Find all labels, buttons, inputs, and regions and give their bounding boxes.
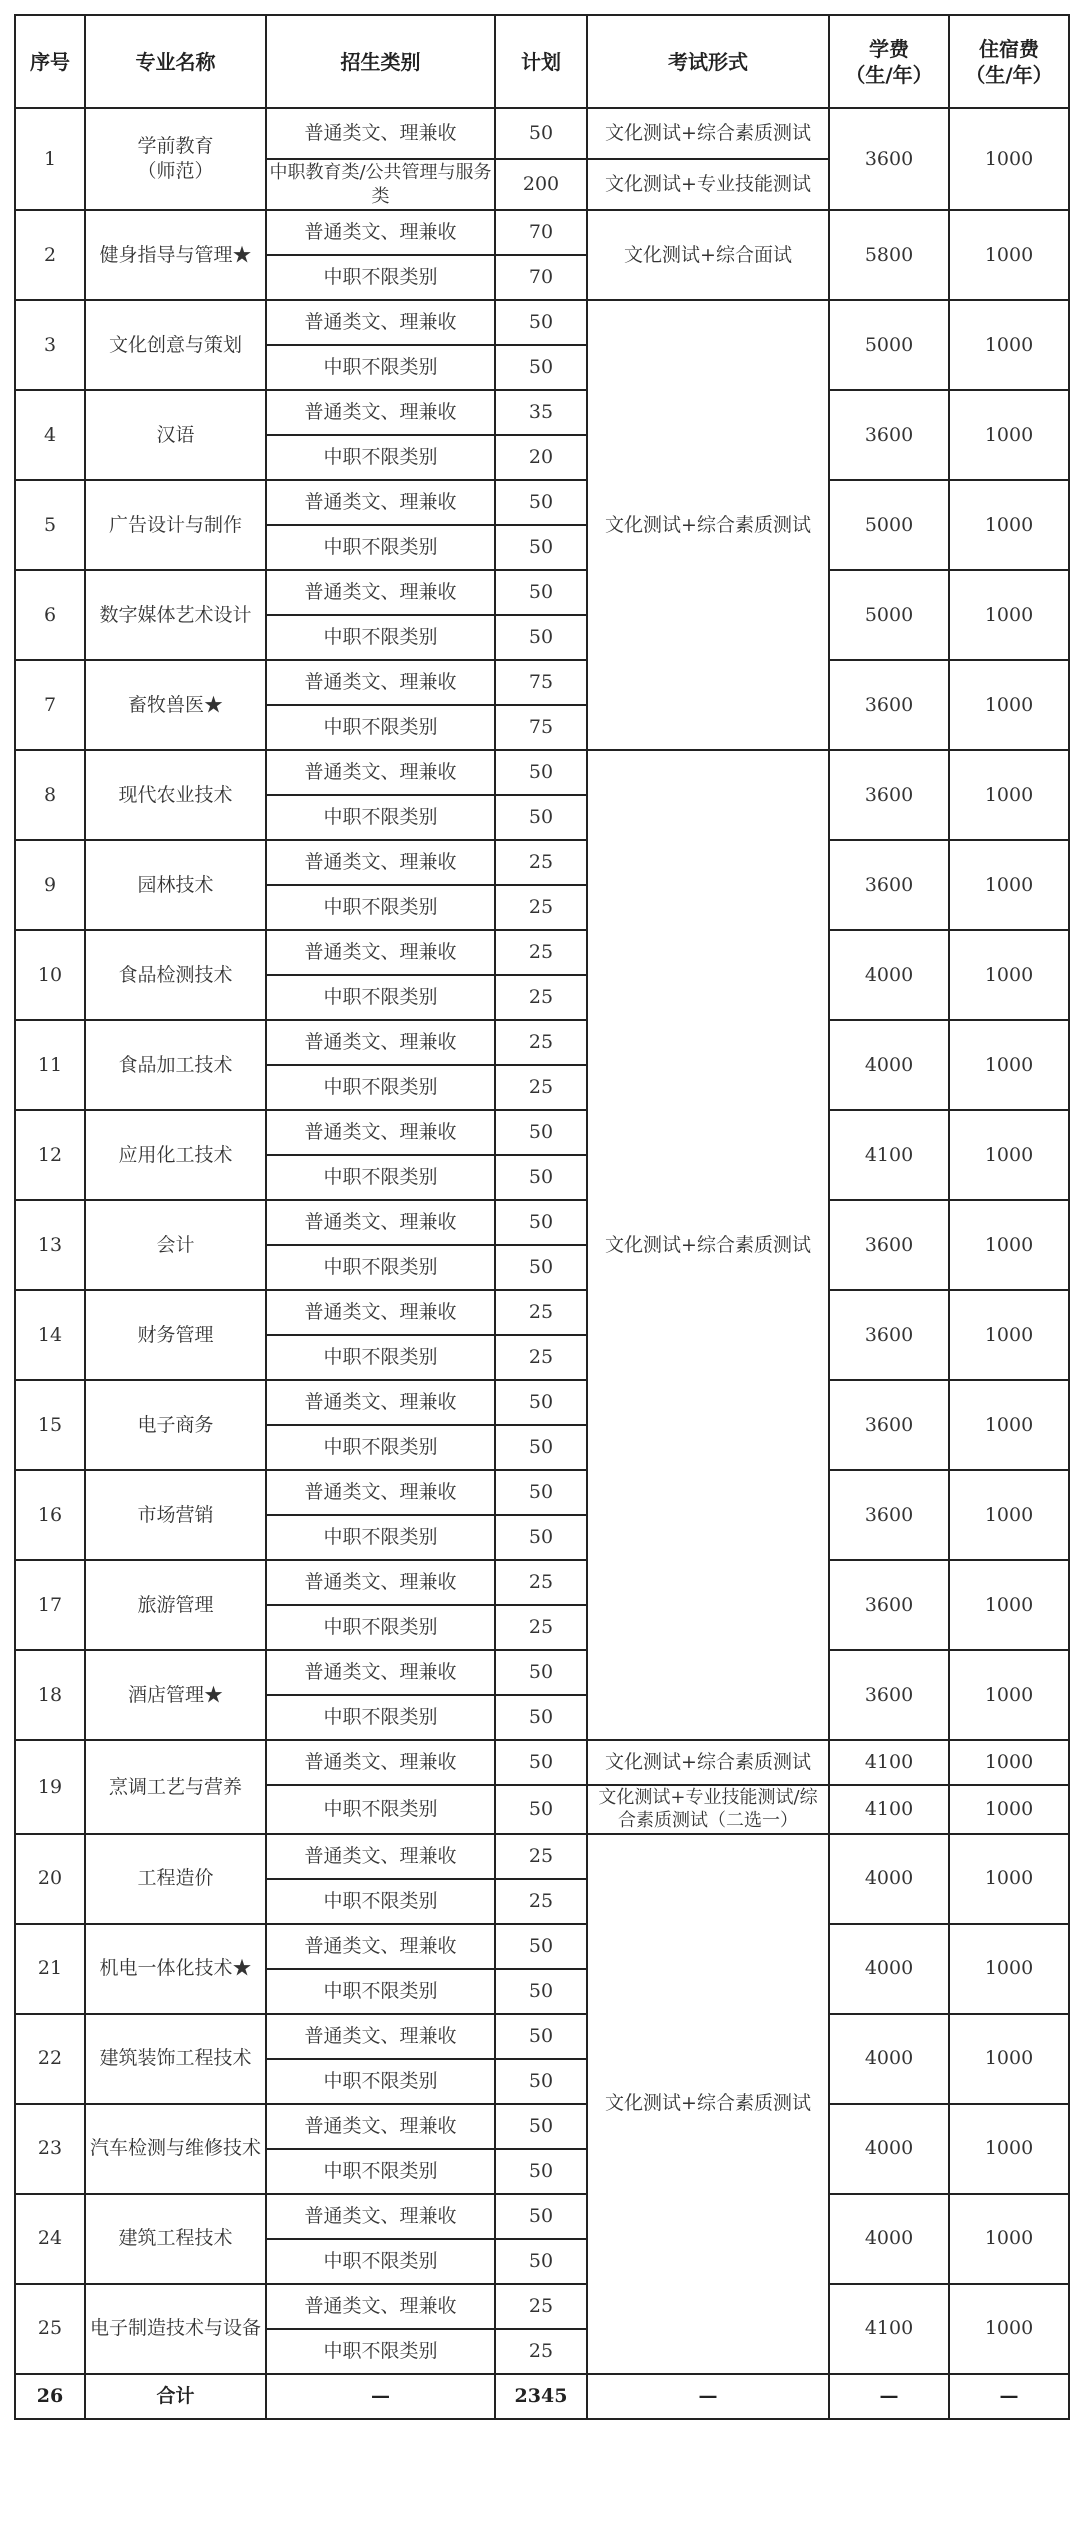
- seq-cell: 19: [15, 1740, 85, 1834]
- plan-cell: 50: [495, 1785, 587, 1834]
- seq-cell: 5: [15, 480, 85, 570]
- plan-cell: 70: [495, 210, 587, 255]
- tuition-cell: 3600: [829, 1200, 949, 1290]
- plan-cell: 50: [495, 108, 587, 159]
- category-cell: 中职不限类别: [266, 255, 495, 300]
- seq-cell: 8: [15, 750, 85, 840]
- housing-cell: 1000: [949, 1200, 1069, 1290]
- table-row: [15, 300, 1069, 345]
- tuition-cell: 4100: [829, 1785, 949, 1834]
- table-row: [15, 1200, 1069, 1245]
- major-name-cell: 电子商务: [85, 1380, 266, 1470]
- major-name-cell: 烹调工艺与营养: [85, 1740, 266, 1834]
- table-row: [15, 1834, 1069, 1879]
- seq-cell: 23: [15, 2104, 85, 2194]
- tuition-cell: 4000: [829, 2194, 949, 2284]
- seq-cell: 16: [15, 1470, 85, 1560]
- housing-cell: 1000: [949, 1380, 1069, 1470]
- header-tuition: 学费 （生/年）: [829, 15, 949, 108]
- major-name-cell: 财务管理: [85, 1290, 266, 1380]
- exam-cell: 文化测试+综合素质测试: [587, 750, 829, 1740]
- major-name-cell: 市场营销: [85, 1470, 266, 1560]
- category-cell: 普通类文、理兼收: [266, 300, 495, 345]
- major-name-cell: 食品加工技术: [85, 1020, 266, 1110]
- plan-cell: 25: [495, 1020, 587, 1065]
- exam-cell: 文化测试+专业技能测试/综合素质测试（二选一）: [587, 1785, 829, 1834]
- housing-cell: 1000: [949, 660, 1069, 750]
- category-cell: 中职不限类别: [266, 975, 495, 1020]
- exam-cell: 文化测试+专业技能测试: [587, 159, 829, 210]
- plan-cell: 200: [495, 159, 587, 210]
- category-cell: 中职不限类别: [266, 1335, 495, 1380]
- header-category: 招生类别: [266, 15, 495, 108]
- table-row: [15, 1380, 1069, 1425]
- plan-cell: 50: [495, 1110, 587, 1155]
- plan-cell: 50: [495, 480, 587, 525]
- tuition-cell: 4000: [829, 2014, 949, 2104]
- housing-cell: 1000: [949, 2194, 1069, 2284]
- housing-cell: 1000: [949, 1924, 1069, 2014]
- major-name-cell: 健身指导与管理★: [85, 210, 266, 300]
- plan-cell: 50: [495, 1695, 587, 1740]
- housing-cell: 1000: [949, 1020, 1069, 1110]
- tuition-cell: 4100: [829, 2284, 949, 2374]
- category-cell: 普通类文、理兼收: [266, 1290, 495, 1335]
- tuition-cell: 3600: [829, 1380, 949, 1470]
- seq-cell: 20: [15, 1834, 85, 1924]
- tuition-cell: 4000: [829, 1834, 949, 1924]
- table-row: [15, 108, 1069, 159]
- housing-cell: 1000: [949, 1470, 1069, 1560]
- category-cell: 中职不限类别: [266, 1065, 495, 1110]
- total-name-cell: 合计: [85, 2374, 266, 2419]
- major-name-cell: 现代农业技术: [85, 750, 266, 840]
- seq-cell: 15: [15, 1380, 85, 1470]
- table-row: [15, 1290, 1069, 1335]
- table-row: [15, 1020, 1069, 1065]
- plan-cell: 75: [495, 705, 587, 750]
- plan-cell: 50: [495, 1200, 587, 1245]
- seq-cell: 4: [15, 390, 85, 480]
- seq-cell: 24: [15, 2194, 85, 2284]
- housing-cell: 1000: [949, 2104, 1069, 2194]
- tuition-cell: 5000: [829, 480, 949, 570]
- tuition-cell: 4100: [829, 1110, 949, 1200]
- plan-cell: 50: [495, 1155, 587, 1200]
- seq-cell: 6: [15, 570, 85, 660]
- plan-cell: 25: [495, 1065, 587, 1110]
- category-cell: 中职不限类别: [266, 1785, 495, 1834]
- category-cell: 普通类文、理兼收: [266, 570, 495, 615]
- table-row: [15, 1740, 1069, 1785]
- category-cell: 中职不限类别: [266, 615, 495, 660]
- plan-cell: 25: [495, 975, 587, 1020]
- category-cell: 普通类文、理兼收: [266, 1470, 495, 1515]
- housing-cell: 1000: [949, 210, 1069, 300]
- category-cell: 中职不限类别: [266, 1969, 495, 2014]
- category-cell: 中职不限类别: [266, 885, 495, 930]
- category-cell: 中职不限类别: [266, 1515, 495, 1560]
- category-cell: 普通类文、理兼收: [266, 1740, 495, 1785]
- plan-cell: 35: [495, 390, 587, 435]
- category-cell: 普通类文、理兼收: [266, 2194, 495, 2239]
- major-name-cell: 应用化工技术: [85, 1110, 266, 1200]
- seq-cell: 12: [15, 1110, 85, 1200]
- category-cell: 普通类文、理兼收: [266, 2284, 495, 2329]
- housing-cell: 1000: [949, 1740, 1069, 1785]
- seq-cell: 2: [15, 210, 85, 300]
- category-cell: 中职不限类别: [266, 2059, 495, 2104]
- header-row: [15, 15, 1069, 108]
- plan-cell: 50: [495, 1380, 587, 1425]
- category-cell: 中职不限类别: [266, 435, 495, 480]
- header-exam: 考试形式: [587, 15, 829, 108]
- tuition-cell: 5000: [829, 570, 949, 660]
- plan-cell: 50: [495, 1515, 587, 1560]
- table-row: [15, 1110, 1069, 1155]
- housing-cell: 1000: [949, 930, 1069, 1020]
- category-cell: 中职不限类别: [266, 525, 495, 570]
- total-housing-cell: —: [949, 2374, 1069, 2419]
- header-housing: 住宿费 （生/年）: [949, 15, 1069, 108]
- plan-cell: 50: [495, 345, 587, 390]
- category-cell: 中职不限类别: [266, 2149, 495, 2194]
- major-name-cell: 文化创意与策划: [85, 300, 266, 390]
- table-row: [15, 1470, 1069, 1515]
- category-cell: 普通类文、理兼收: [266, 210, 495, 255]
- plan-cell: 25: [495, 1834, 587, 1879]
- table-row: [15, 1650, 1069, 1695]
- plan-cell: 25: [495, 930, 587, 975]
- table-row: [15, 570, 1069, 615]
- plan-cell: 50: [495, 2239, 587, 2284]
- table-row: [15, 1560, 1069, 1605]
- category-cell: 中职不限类别: [266, 705, 495, 750]
- plan-cell: 50: [495, 1969, 587, 2014]
- plan-cell: 50: [495, 1470, 587, 1515]
- plan-cell: 70: [495, 255, 587, 300]
- header-plan: 计划: [495, 15, 587, 108]
- category-cell: 普通类文、理兼收: [266, 930, 495, 975]
- tuition-cell: 5000: [829, 300, 949, 390]
- header-seq: 序号: [15, 15, 85, 108]
- seq-cell: 21: [15, 1924, 85, 2014]
- table-row: [15, 2194, 1069, 2239]
- category-cell: 普通类文、理兼收: [266, 660, 495, 705]
- tuition-cell: 5800: [829, 210, 949, 300]
- exam-cell: 文化测试+综合素质测试: [587, 1834, 829, 2374]
- category-cell: 中职不限类别: [266, 345, 495, 390]
- exam-cell: 文化测试+综合素质测试: [587, 108, 829, 159]
- table-row: [15, 660, 1069, 705]
- plan-cell: 50: [495, 2104, 587, 2149]
- tuition-cell: 3600: [829, 750, 949, 840]
- major-name-cell: 汉语: [85, 390, 266, 480]
- category-cell: 中职不限类别: [266, 1879, 495, 1924]
- seq-cell: 22: [15, 2014, 85, 2104]
- category-cell: 普通类文、理兼收: [266, 1924, 495, 1969]
- seq-cell: 11: [15, 1020, 85, 1110]
- plan-cell: 50: [495, 1245, 587, 1290]
- category-cell: 普通类文、理兼收: [266, 1200, 495, 1245]
- plan-cell: 50: [495, 2059, 587, 2104]
- table-row: [15, 840, 1069, 885]
- plan-cell: 50: [495, 300, 587, 345]
- tuition-cell: 3600: [829, 1470, 949, 1560]
- plan-cell: 50: [495, 1924, 587, 1969]
- major-name-cell: 会计: [85, 1200, 266, 1290]
- plan-cell: 50: [495, 2194, 587, 2239]
- major-name-cell: 汽车检测与维修技术: [85, 2104, 266, 2194]
- plan-cell: 25: [495, 1335, 587, 1380]
- table-row: [15, 2014, 1069, 2059]
- total-no-cell: 26: [15, 2374, 85, 2419]
- category-cell: 普通类文、理兼收: [266, 1020, 495, 1065]
- tuition-cell: 3600: [829, 660, 949, 750]
- major-name-cell: 数字媒体艺术设计: [85, 570, 266, 660]
- enrollment-plan-table: [14, 14, 1070, 2420]
- total-exam-cell: —: [587, 2374, 829, 2419]
- plan-cell: 50: [495, 1650, 587, 1695]
- tuition-cell: 4000: [829, 2104, 949, 2194]
- header-major: 专业名称: [85, 15, 266, 108]
- plan-cell: 50: [495, 1740, 587, 1785]
- housing-cell: 1000: [949, 750, 1069, 840]
- category-cell: 中职不限类别: [266, 1695, 495, 1740]
- plan-cell: 50: [495, 1425, 587, 1470]
- tuition-cell: 3600: [829, 840, 949, 930]
- seq-cell: 1: [15, 108, 85, 210]
- major-name-cell: 食品检测技术: [85, 930, 266, 1020]
- housing-cell: 1000: [949, 1785, 1069, 1834]
- housing-cell: 1000: [949, 840, 1069, 930]
- tuition-cell: 4100: [829, 1740, 949, 1785]
- seq-cell: 13: [15, 1200, 85, 1290]
- total-plan-cell: 2345: [495, 2374, 587, 2419]
- housing-cell: 1000: [949, 2284, 1069, 2374]
- category-cell: 普通类文、理兼收: [266, 1650, 495, 1695]
- category-cell: 普通类文、理兼收: [266, 1380, 495, 1425]
- plan-cell: 50: [495, 525, 587, 570]
- category-cell: 普通类文、理兼收: [266, 1560, 495, 1605]
- major-name-cell: 建筑装饰工程技术: [85, 2014, 266, 2104]
- plan-cell: 50: [495, 795, 587, 840]
- total-tuition-cell: —: [829, 2374, 949, 2419]
- category-cell: 普通类文、理兼收: [266, 480, 495, 525]
- exam-cell: 文化测试+综合素质测试: [587, 300, 829, 750]
- housing-cell: 1000: [949, 2014, 1069, 2104]
- plan-cell: 25: [495, 1560, 587, 1605]
- exam-cell: 文化测试+综合素质测试: [587, 1740, 829, 1785]
- plan-cell: 25: [495, 1879, 587, 1924]
- category-cell: 中职不限类别: [266, 1155, 495, 1200]
- housing-cell: 1000: [949, 1290, 1069, 1380]
- plan-cell: 50: [495, 570, 587, 615]
- tuition-cell: 4000: [829, 930, 949, 1020]
- plan-cell: 25: [495, 885, 587, 930]
- plan-cell: 20: [495, 435, 587, 480]
- category-cell: 普通类文、理兼收: [266, 108, 495, 159]
- category-cell: 中职不限类别: [266, 2239, 495, 2284]
- major-name-cell: 学前教育 （师范）: [85, 108, 266, 210]
- table-row: [15, 390, 1069, 435]
- major-name-cell: 建筑工程技术: [85, 2194, 266, 2284]
- plan-cell: 25: [495, 840, 587, 885]
- category-cell: 普通类文、理兼收: [266, 750, 495, 795]
- tuition-cell: 3600: [829, 1650, 949, 1740]
- housing-cell: 1000: [949, 1560, 1069, 1650]
- major-name-cell: 工程造价: [85, 1834, 266, 1924]
- housing-cell: 1000: [949, 108, 1069, 210]
- plan-cell: 25: [495, 2329, 587, 2374]
- major-name-cell: 电子制造技术与设备: [85, 2284, 266, 2374]
- category-cell: 中职不限类别: [266, 1245, 495, 1290]
- table-row: [15, 2104, 1069, 2149]
- category-cell: 普通类文、理兼收: [266, 2014, 495, 2059]
- category-cell: 普通类文、理兼收: [266, 2104, 495, 2149]
- category-cell: 中职教育类/公共管理与服务类: [266, 159, 495, 210]
- category-cell: 普通类文、理兼收: [266, 390, 495, 435]
- housing-cell: 1000: [949, 390, 1069, 480]
- total-row: [15, 2374, 1069, 2419]
- table-row: [15, 1924, 1069, 1969]
- tuition-cell: 4000: [829, 1020, 949, 1110]
- major-name-cell: 旅游管理: [85, 1560, 266, 1650]
- seq-cell: 18: [15, 1650, 85, 1740]
- table-row: [15, 750, 1069, 795]
- tuition-cell: 3600: [829, 1290, 949, 1380]
- category-cell: 中职不限类别: [266, 795, 495, 840]
- housing-cell: 1000: [949, 300, 1069, 390]
- plan-cell: 50: [495, 2014, 587, 2059]
- plan-cell: 75: [495, 660, 587, 705]
- tuition-cell: 4000: [829, 1924, 949, 2014]
- table-row: [15, 2284, 1069, 2329]
- major-name-cell: 园林技术: [85, 840, 266, 930]
- category-cell: 普通类文、理兼收: [266, 1110, 495, 1155]
- major-name-cell: 畜牧兽医★: [85, 660, 266, 750]
- seq-cell: 3: [15, 300, 85, 390]
- seq-cell: 25: [15, 2284, 85, 2374]
- category-cell: 中职不限类别: [266, 2329, 495, 2374]
- housing-cell: 1000: [949, 570, 1069, 660]
- housing-cell: 1000: [949, 1650, 1069, 1740]
- table-row: [15, 930, 1069, 975]
- major-name-cell: 机电一体化技术★: [85, 1924, 266, 2014]
- plan-cell: 25: [495, 1290, 587, 1335]
- plan-cell: 50: [495, 615, 587, 660]
- exam-cell: 文化测试+综合面试: [587, 210, 829, 300]
- table-row: [15, 210, 1069, 255]
- major-name-cell: 酒店管理★: [85, 1650, 266, 1740]
- plan-cell: 50: [495, 2149, 587, 2194]
- seq-cell: 14: [15, 1290, 85, 1380]
- plan-cell: 50: [495, 750, 587, 795]
- housing-cell: 1000: [949, 480, 1069, 570]
- seq-cell: 7: [15, 660, 85, 750]
- seq-cell: 10: [15, 930, 85, 1020]
- tuition-cell: 3600: [829, 390, 949, 480]
- tuition-cell: 3600: [829, 1560, 949, 1650]
- total-cat-cell: —: [266, 2374, 495, 2419]
- category-cell: 中职不限类别: [266, 1425, 495, 1470]
- housing-cell: 1000: [949, 1834, 1069, 1924]
- plan-cell: 25: [495, 1605, 587, 1650]
- category-cell: 普通类文、理兼收: [266, 1834, 495, 1879]
- table-row: [15, 480, 1069, 525]
- seq-cell: 9: [15, 840, 85, 930]
- major-name-cell: 广告设计与制作: [85, 480, 266, 570]
- housing-cell: 1000: [949, 1110, 1069, 1200]
- tuition-cell: 3600: [829, 108, 949, 210]
- plan-cell: 25: [495, 2284, 587, 2329]
- category-cell: 中职不限类别: [266, 1605, 495, 1650]
- category-cell: 普通类文、理兼收: [266, 840, 495, 885]
- seq-cell: 17: [15, 1560, 85, 1650]
